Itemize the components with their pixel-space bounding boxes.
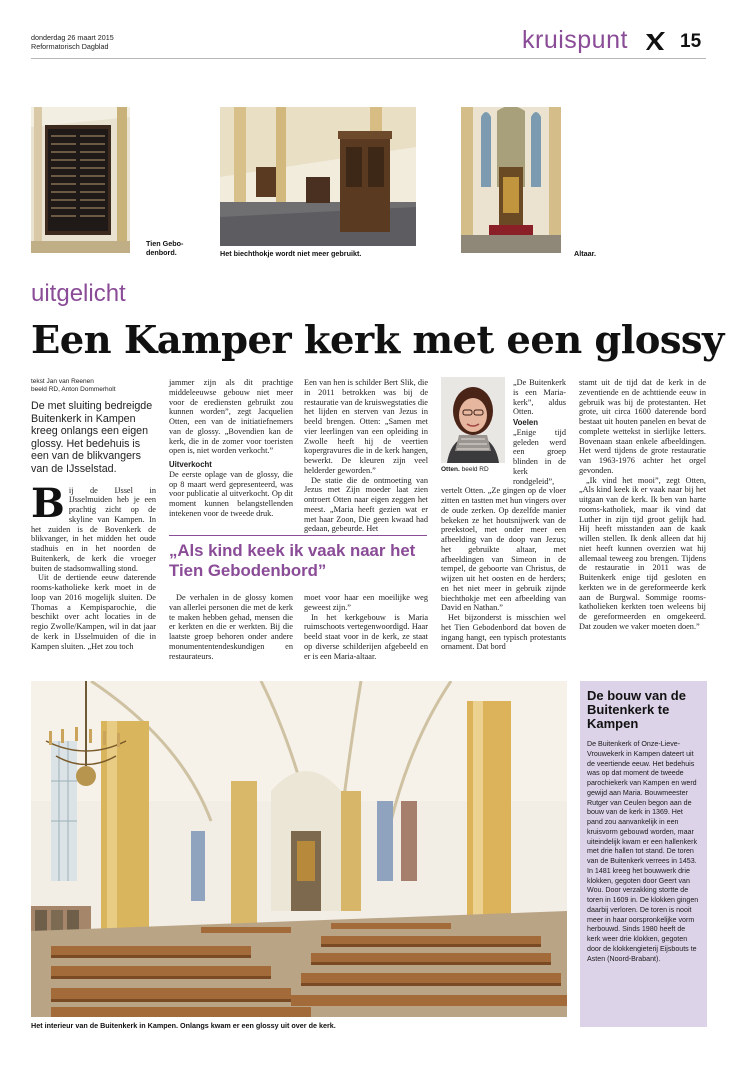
- header-divider: [31, 58, 706, 59]
- section-title: kruispunt: [522, 26, 628, 54]
- column-5-paragraph-1: stamt uit de tijd dat de kerk in de zeventiende en de achttiende eeuw in gebruik was bij de protestanten. Het grote, uit circa 1600 daterende bord bestaat uit houten panelen en bevat de complete wettekst in sierlijke letters. Bovenaan staan enkele afbeeldingen. Het werd tijdens de grote restauratie van 1963-1976 achter het orgel gevonden.: [579, 378, 706, 475]
- article-headline: Een Kamper kerk met een glossy: [31, 318, 724, 363]
- column-3-paragraph-3: moet voor haar een moeilijke weg geweest zijn.”: [304, 593, 428, 612]
- byline-text: tekst Jan van Reenen: [31, 378, 94, 385]
- column-2-paragraph-2: De eerste oplage van de glossy, die op 8 maart werd gepresenteerd, was voor publicatie al uitverkocht. Op dit moment kunnen belangstellenden intekenen voor de tweede druk.: [169, 469, 293, 518]
- kruispunt-logo-icon: [644, 30, 666, 52]
- article-column-1: [31, 378, 156, 651]
- caption-ten-commandments: Tien Gebo- denbord.: [146, 239, 184, 257]
- column-2-paragraph-1: jammer zijn als dit prachtige middeleeuwse gebouw niet meer voor de erediensten gebruikt zou kunnen worden”, zegt Jacquelien Otten, een van de initiatiefnemers van de glossy. „Bovendien kan de kerk, die in de zomer voor toeristen open is, niet worden verkocht.”: [169, 378, 293, 456]
- column-1-paragraph-1: Bij de IJssel in IJsselmuiden heb je een prachtig zicht op de skyline van Kampen. In het zuiden is de Bovenkerk de blikvanger, in het midden het oude stadhuis en in het noorden de Buitenkerk, de kerk die vroeger buiten de stadsomwalling stond.: [31, 479, 156, 573]
- article-column-2-lower: [169, 593, 293, 661]
- article-kicker: uitgelicht: [31, 280, 126, 307]
- article-column-5: [579, 378, 706, 632]
- column-4-paragraph-3: Het bijzonderst is misschien wel het Tien Gebodenbord dat boven de ingang hangt, een typisch protestants ornament. Dat bord: [441, 613, 566, 652]
- subhead-voelen: Voelen: [513, 418, 538, 427]
- publication-date: donderdag 26 maart 2015 Reformatorisch Dagblad: [31, 33, 114, 51]
- column-3-paragraph-1: Een van hen is schilder Bert Slik, die in 2011 betrokken was bij de restauratie van de kruiswegstaties die het lijden en sterven van Jezus in beeld brengen. Otten: „Samen met vier leerlingen van een opleiding in Zwolle heeft hij de veertien kopergravures die in de kerk hangen, bewerkt. De kleuren zijn veel helderder geworden.”: [304, 378, 428, 475]
- drop-cap: B: [31, 479, 65, 527]
- caption-altar: Altaar.: [574, 249, 596, 258]
- article-intro: De met sluiting bedreigde Buitenkerk in Kampen kreeg onlangs een eigen glossy. Het bedehuis is een van de blikvangers van de IJsselstad.: [31, 400, 153, 475]
- portrait-caption: Otten. beeld RD: [441, 466, 489, 473]
- photo-altar: [461, 107, 561, 253]
- sidebar-title: De bouw van de Buitenkerk te Kampen: [587, 688, 686, 731]
- article-column-4: [513, 378, 566, 417]
- photo-ten-commandments-board: [31, 107, 130, 253]
- photo-church-interior: [31, 681, 567, 1017]
- caption-confessional: Het biechthokje wordt niet meer gebruikt.: [220, 249, 362, 258]
- column-5-paragraph-2: „Ik vind het mooi”, zegt Otten, „Als kind keek ik er vaak naar bij het uitgaan van de kerk. Ik ben van harte rooms-katholiek, maar ik vind dat Luther in zijn tijd groot gelijk had. Hij heeft misstanden aan de kaak willen stellen. Ik denk alleen dat hij niet heeft kunnen overzien wat hij allemaal teweeg zou brengen. Tijdens de restauratie in 2011 was de Buitenkerk enige tijd gesloten en kerkten we in de gereformeerde kerk aan de Burgwal. Sommige rooms-katholieken kerkten toen weleens bij de gereformeerden en omgekeerd. Dat zouden we vaker moeten doen.”: [579, 475, 706, 631]
- sidebar-box: [580, 681, 707, 1027]
- column-3-paragraph-2: De statie die de ontmoeting van Jezus met Zijn moeder laat zien ontroert Otten naar eigen zeggen het meest. „Maria heeft gezien wat er met haar Zoon, Die geen kwaad had gedaan, gebeurde. Het: [304, 475, 428, 534]
- subhead-uitverkocht: Uitverkocht: [169, 460, 212, 469]
- pull-quote: „Als kind keek ik vaak naar het Tien Gebodenbord”: [169, 541, 416, 580]
- quote-rule-top: [169, 535, 427, 536]
- interior-photo-caption: Het interieur van de Buitenkerk in Kampen. Onlangs kwam er een glossy uit over de kerk.: [31, 1021, 336, 1030]
- photo-confessional: [220, 107, 416, 246]
- page-number: 15: [680, 31, 702, 52]
- column-3-paragraph-4: In het kerkgebouw is Maria ruimschoots vertegenwoordigd. Haar beeld staat voor in de kerk, ze staat op diverse schilderijen afgebeeld en er is een Maria-altaar.: [304, 612, 428, 661]
- article-column-3-lower: [304, 593, 428, 661]
- column-1-paragraph-2: Uit de dertiende eeuw daterende rooms-katholieke kerk moet in de loop van 2016 mogelijk sluiten. De Thomas a Kempisparochie, die beschikt over acht locaties in de regio Zwolle/Kampen, wil in dat jaar de kerk in IJsselmuiden of die in Kampen sluiten. „Het zou toch: [31, 573, 156, 651]
- column-4-paragraph-1: „De Buitenkerk is een Maria-kerk”, aldus Otten.: [513, 378, 566, 417]
- article-column-2: [169, 378, 293, 519]
- byline-photo: beeld RD, Anton Dommerholt: [31, 386, 116, 393]
- article-column-4-lower: [441, 418, 566, 652]
- column-4-paragraph-2: „Enige tijd geleden werd een groep blinden in de kerk rondgeleid”, vertelt Otten. „Ze gingen op de vloer zitten en tastten met hun vingers over de oude zerken. Op dezelfde manier bekeken ze het houtsnijwerk van de preekstoel, met onder meer een afbeelding van de doop van Jezus; het gebruikte altaar, met afbeeldingen van Simeon in de tempel, de geboorte van Christus, de wijzen uit het oosten en de herders; en het niet meer in gebruik zijnde biechthokje met een afbeelding van David en Nathan.”: [441, 427, 566, 613]
- column-2-paragraph-3: De verhalen in de glossy komen van allerlei personen die met de kerk te maken hebben gehad, mensen die er kerkten en die er werkten. Bij die laatste groep behoren onder andere monumententendeskundigen en restaurateurs.: [169, 593, 293, 661]
- sidebar-text: De Buitenkerk of Onze-Lieve-Vrouwekerk in Kampen dateert uit de veertiende eeuw. Het bedehuis was op dat moment de tweede parochiekerk van Kampen en werd gewijd aan Maria. Bouwmeester Rutger van Ceulen begon aan de bouw van de kerk in 1369. Het pand zou aanvankelijk in een kruisvorm gebouwd worden, maar uiteindelijk kwam er een hallenkerk met drie hallen tot stand. De toren van de Buitenkerk verrees in 1453. In 1481 kreeg het bouwwerk drie klokken, gegoten door Geert van Wou. Door verzakking stortte de toren in 1609 in. De klokken gingen daarbij verloren. De toren is nooit meer in haar oorspronkelijke vorm herbouwd. Sinds 1980 heeft de kerk weer drie klokken, gegoten door de klokkengieterij Eijsbouts te Asten (Noord-Brabant).: [587, 740, 699, 963]
- article-column-3: [304, 378, 428, 534]
